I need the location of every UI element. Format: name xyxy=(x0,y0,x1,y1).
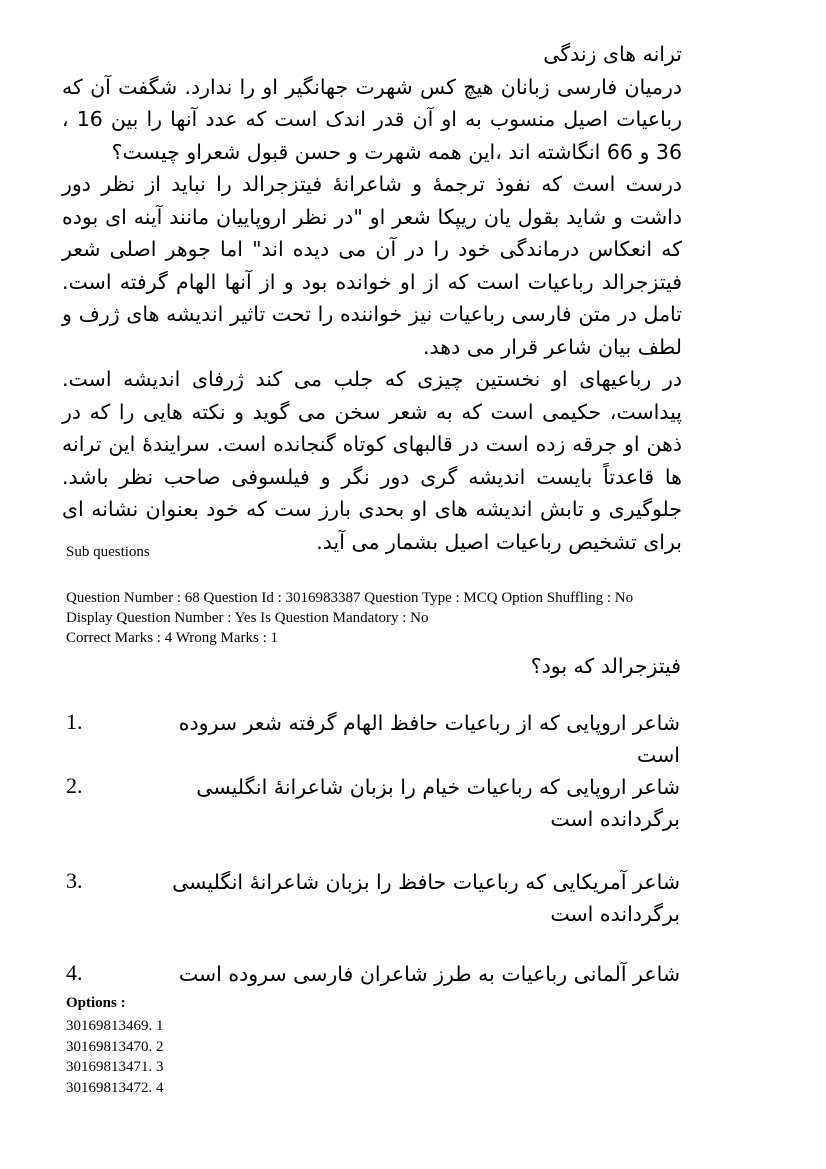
options-label: Options : xyxy=(66,995,126,1011)
choice-number: 3. xyxy=(66,868,83,893)
choice-number: 4. xyxy=(66,960,83,985)
option-id-list xyxy=(66,1016,164,1099)
option-id: 30169813470. 2 xyxy=(66,1038,164,1055)
question-meta-line-1: Question Number : 68 Question Id : 3016983387 Question Type : MCQ Option Shuffling : No xyxy=(66,590,634,606)
question-metadata xyxy=(66,588,766,648)
option-id: 30169813472. 4 xyxy=(66,1080,164,1097)
question-meta-line-3: Correct Marks : 4 Wrong Marks : 1 xyxy=(66,630,278,646)
choice-text: شاعر آمریکایی که رباعیات حافظ را بزبان شاعرانهٔ انگلیسی برگردانده است xyxy=(172,870,680,926)
option-id: 30169813471. 3 xyxy=(66,1059,164,1076)
question-text: فیتزجرالد که بود؟ xyxy=(530,654,681,678)
option-id: 30169813469. 1 xyxy=(66,1018,164,1034)
question-meta-line-2: Display Question Number : Yes Is Question Mandatory : No xyxy=(66,610,429,626)
choice-text: شاعر آلمانی رباعیات به طرز شاعران فارسی سروده است xyxy=(178,962,680,986)
choice-number: 1. xyxy=(66,709,83,734)
passage-paragraph-2: درست است که نفوذ ترجمهٔ و شاعرانهٔ فیتزجرالد را نباید از نظر دور داشت و شاید بقول یان ریپکا شعر او "در نظر اروپاییان مانند آینه ای بوده که انعکاس درماندگی خود را در آن می دیده اند" اما جوهر اصلی شعر فیتزجرالد رباعیات است که از او خوانده بود و از آنها الهام گرفته است. تامل در متن فارسی رباعیات نیز خواننده را تحت تاثیر اندیشه های ژرف و لطف بیان شاعر قرار می دهد. xyxy=(62,172,682,359)
passage xyxy=(62,38,682,558)
passage-title: ترانه های زندگی xyxy=(543,42,682,66)
choice-text: شاعر اروپایی که از رباعیات حافظ الهام گرفته شعر سروده است xyxy=(178,711,680,767)
passage-paragraph-1: درمیان فارسی زبانان هیچ کس شهرت جهانگیر او را ندارد. شگفت آن که رباعیات اصیل منسوب به او آن قدر اندک است که عدد آنها را بین 16 ، 36 و 66 انگاشته اند ،این همه شهرت و حسن قبول شعراو چیست؟ xyxy=(62,74,682,164)
sub-questions-label: Sub questions xyxy=(66,544,150,560)
passage-paragraph-3: در رباعیهای او نخستین چیزی که جلب می کند ژرفای اندیشه است. پیداست، حکیمی است که به شعر سخن می گوید و نکته هایی را که در ذهن او جرقه زده است در قالبهای کوتاه گنجانده است. سرایندهٔ این ترانه ها قاعدتاً بایست اندیشه گری دور نگر و فیلسوفی صاحب نظر باشد. جلوگیری و تابش اندیشه های او بحدی بارز ست که خود بعنوان نشانه ای برای تشخیص رباعیات اصیل بشمار می آید. xyxy=(62,367,682,554)
choice-number: 2. xyxy=(66,773,83,798)
choice-text: شاعر اروپایی که رباعیات خیام را بزبان شاعرانهٔ انگلیسی برگردانده است xyxy=(196,775,680,831)
